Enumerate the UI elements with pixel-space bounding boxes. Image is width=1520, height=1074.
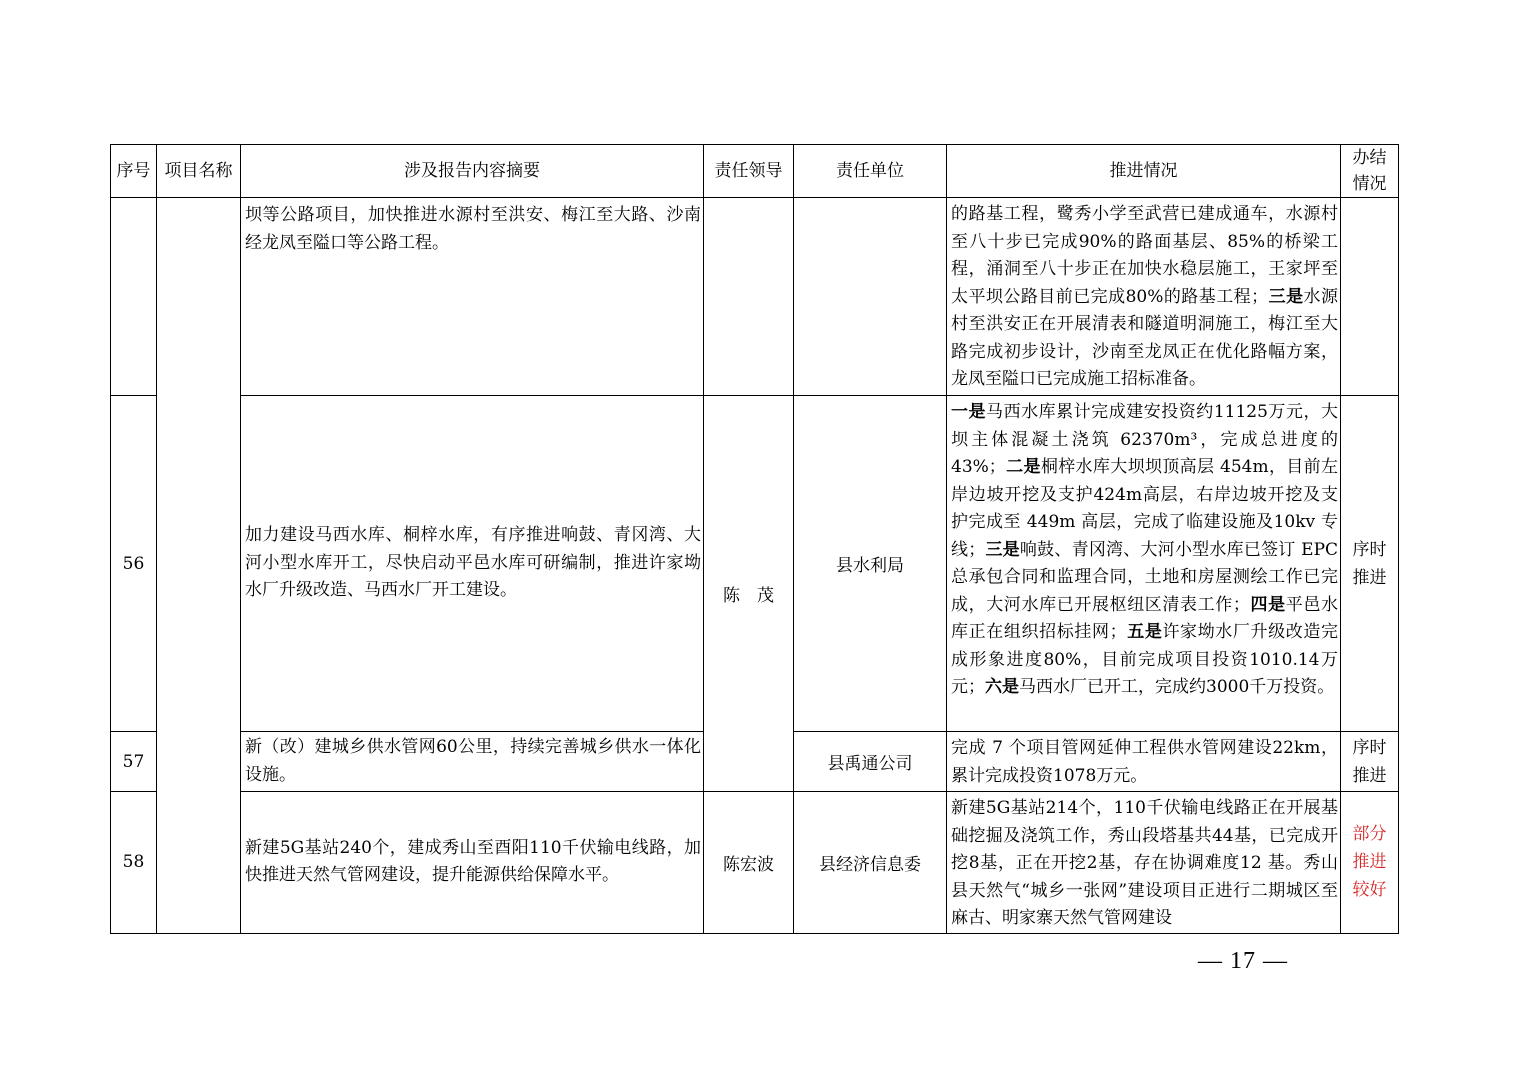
header-unit: 责任单位	[794, 145, 947, 198]
seq-cell: 56	[111, 396, 157, 732]
progress-cell: 完成 7 个项目管网延伸工程供水管网建设22km，累计完成投资1078万元。	[947, 732, 1341, 792]
unit-cell: 县经济信息委	[794, 792, 947, 934]
header-summary: 涉及报告内容摘要	[241, 145, 704, 198]
status-cell	[1341, 732, 1399, 792]
header-status	[1341, 145, 1399, 198]
status-cell	[1341, 198, 1399, 396]
seq-cell: 57	[111, 732, 157, 792]
unit-cell	[794, 198, 947, 396]
table-row	[111, 792, 1399, 934]
header-status-line2: 情况	[1352, 174, 1387, 194]
header-leader: 责任领导	[704, 145, 794, 198]
status-text: 较好	[1352, 880, 1387, 901]
unit-cell: 县水利局	[794, 396, 947, 732]
progress-cell: 的路基工程，鹭秀小学至武营已建成通车，水源村至八十步已完成90%的路面基层、85%的桥梁工程，涌洞至八十步正在加快水稳层施工，王家坪至太平坝公路目前已完成80%的路基工程；三是水源村至洪安正在开展清表和隧道明洞施工，梅江至大路完成初步设计，沙南至龙凤正在优化路幅方案，龙凤至隘口已完成施工招标准备。	[947, 198, 1341, 396]
status-text: 推进	[1352, 765, 1387, 786]
table-row	[111, 198, 1399, 396]
leader-cell: 陈宏波	[704, 792, 794, 934]
leader-cell: 陈 茂	[704, 396, 794, 792]
unit-cell: 县禹通公司	[794, 732, 947, 792]
progress-cell: 新建5G基站214个，110千伏输电线路正在开展基础挖掘及浇筑工作，秀山段塔基共44基，已完成开挖8基，正在开挖2基，存在协调难度12 基。秀山县天然气“城乡一张网”建设项目正进行二期城区至麻古、明家寨天然气管网建设	[947, 792, 1341, 934]
project-name-cell	[157, 198, 241, 934]
header-status-line1: 办结	[1352, 148, 1387, 168]
status-text: 部分	[1352, 824, 1387, 845]
status-text: 推进	[1352, 852, 1387, 873]
page-number: — 17 —	[1198, 948, 1288, 974]
status-text: 推进	[1352, 567, 1387, 588]
summary-cell: 加力建设马西水库、桐梓水库，有序推进响鼓、青冈湾、大河小型水库开工，尽快启动平邑水库可研编制，推进许家坳水厂升级改造、马西水厂开工建设。	[241, 396, 704, 732]
table-row	[111, 396, 1399, 732]
progress-cell: 一是马西水库累计完成建安投资约11125万元，大坝主体混凝土浇筑 62370m³，完成总进度的43%；二是桐梓水库大坝坝顶高层 454m，目前左岸边坡开挖及支护424m高层，右岸边坡开挖及支护完成至 449m 高层，完成了临建设施及10kv 专线；三是响鼓、青冈湾、大河小型水库已签订 EPC 总承包合同和监理合同，土地和房屋测绘工作已完成，大河水库已开展枢纽区清表工作；四是平邑水库正在组织招标挂网；五是许家坳水厂升级改造完成形象进度80%，目前完成项目投资1010.14万元；六是马西水厂已开工，完成约3000千万投资。	[947, 396, 1341, 732]
seq-cell: 58	[111, 792, 157, 934]
header-progress: 推进情况	[947, 145, 1341, 198]
header-project: 项目名称	[157, 145, 241, 198]
status-cell	[1341, 792, 1399, 934]
leader-cell	[704, 198, 794, 396]
status-text: 序时	[1352, 737, 1387, 758]
report-table	[110, 144, 1399, 934]
seq-cell	[111, 198, 157, 396]
header-seq: 序号	[111, 145, 157, 198]
status-text: 序时	[1352, 539, 1387, 560]
status-cell	[1341, 396, 1399, 732]
summary-cell: 新建5G基站240个，建成秀山至酉阳110千伏输电线路，加快推进天然气管网建设，提升能源供给保障水平。	[241, 792, 704, 934]
summary-cell: 坝等公路项目，加快推进水源村至洪安、梅江至大路、沙南经龙凤至隘口等公路工程。	[241, 198, 704, 396]
summary-cell: 新（改）建城乡供水管网60公里，持续完善城乡供水一体化设施。	[241, 732, 704, 792]
header-row	[111, 145, 1399, 198]
